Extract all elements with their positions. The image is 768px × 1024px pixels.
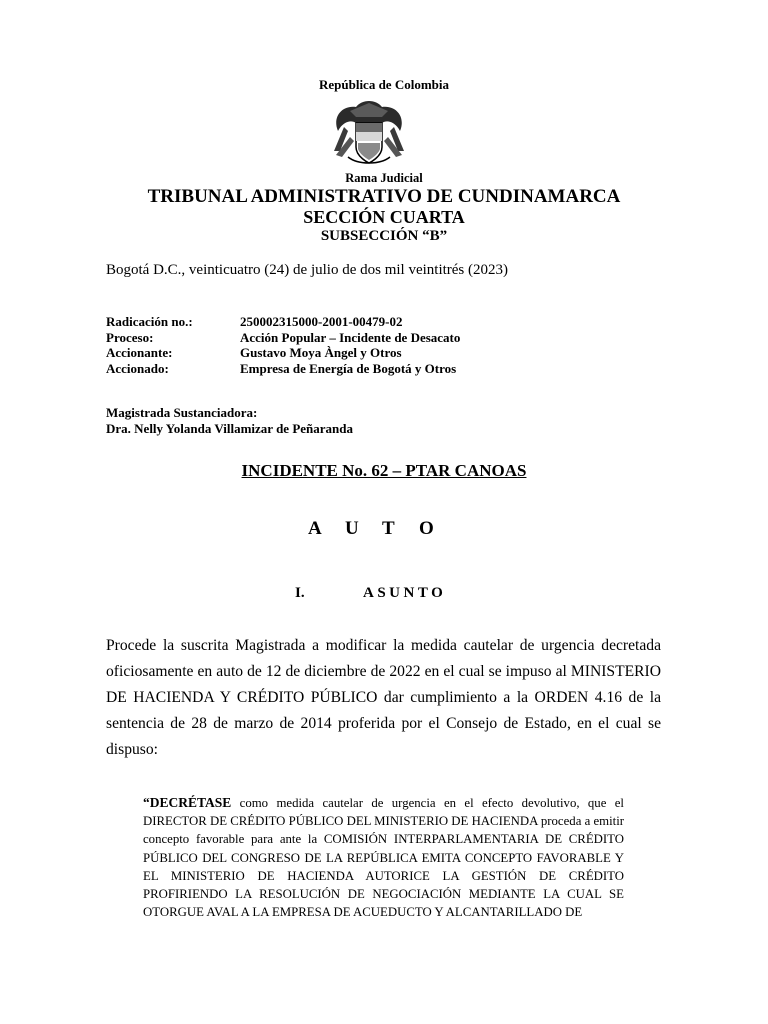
quote-lead: “DECRÉTASE bbox=[143, 795, 232, 810]
court-name: TRIBUNAL ADMINISTRATIVO DE CUNDINAMARCA bbox=[147, 186, 621, 207]
incident-title bbox=[0, 461, 768, 481]
section-number: I. bbox=[295, 585, 305, 601]
case-info-value: Empresa de Energía de Bogotá y Otros bbox=[240, 360, 457, 376]
section-name: SECCIÓN CUARTA bbox=[303, 207, 465, 227]
auto-heading bbox=[308, 518, 456, 540]
case-info-value: Acción Popular – Incidente de Desacato bbox=[240, 329, 461, 345]
auto-letter: T bbox=[382, 518, 395, 539]
case-info-label: Accionante: bbox=[106, 345, 173, 360]
case-info-value: 250002315000-2001-00479-02 bbox=[240, 314, 403, 329]
magistrate-block bbox=[106, 405, 353, 436]
magistrate-label: Magistrada Sustanciadora: bbox=[106, 405, 258, 420]
case-info-label: Accionado: bbox=[106, 360, 169, 376]
section-label: ASUNTO bbox=[363, 585, 447, 601]
case-info-label: Radicación no.: bbox=[106, 314, 193, 329]
magistrate-name: Dra. Nelly Yolanda Villamizar de Peñaranda bbox=[106, 420, 353, 436]
incident-title-text: INCIDENTE No. 62 – PTAR CANOAS bbox=[241, 461, 527, 480]
case-info-row bbox=[106, 345, 460, 361]
branch-name: Rama Judicial bbox=[345, 171, 423, 185]
quote-text: como medida cautelar de urgencia en el efecto devolutivo, que el DIRECTOR DE CRÉDITO PÚBLICO DEL MINISTERIO DE HACIENDA proceda a emitir concepto favorable para ante la COMISIÓN INTERPARLAMENTARIA DE CRÉDITO PÚBLICO DEL CONGRESO DE LA REPÚBLICA EMITA CONCEPTO FAVORABLE Y EL MINISTERIO DE HACIENDA AUTORICE LA GESTIÓN DE CRÉDITO PROFIRIENDO LA RESOLUCIÓN DE NEGOCIACIÓN MEDIANTE LA CUAL SE OTORGUE AVAL A LA EMPRESA DE ACUEDUCTO Y ALCANTARILLADO DE bbox=[143, 796, 625, 920]
subsection-name: SUBSECCIÓN “B” bbox=[320, 228, 448, 244]
dateline: Bogotá D.C., veinticuatro (24) de julio de dos mil veintitrés (2023) bbox=[106, 262, 509, 278]
case-info-row bbox=[106, 361, 460, 377]
quoted-order bbox=[143, 794, 624, 921]
auto-letter: O bbox=[419, 518, 434, 539]
body-paragraph: Procede la suscrita Magistrada a modificar la medida cautelar de urgencia decretada oficiosamente en auto de 12 de diciembre de 2022 en el cual se impuso al MINISTERIO DE HACIENDA Y CRÉDITO PÚBLICO dar cumplimiento a la ORDEN 4.16 de la sentencia de 28 de marzo de 2014 proferida por el Consejo de Estado, en el cual se dispuso: bbox=[106, 637, 661, 758]
coat-of-arms-icon bbox=[330, 97, 408, 169]
case-info-label: Proceso: bbox=[106, 329, 154, 345]
auto-letter: U bbox=[345, 518, 359, 539]
case-info-table bbox=[106, 314, 460, 376]
auto-letter: A bbox=[308, 518, 322, 539]
case-info-row bbox=[106, 330, 460, 346]
case-info-row bbox=[106, 314, 460, 330]
country-name: República de Colombia bbox=[318, 77, 449, 92]
case-info-value: Gustavo Moya Àngel y Otros bbox=[240, 345, 402, 360]
